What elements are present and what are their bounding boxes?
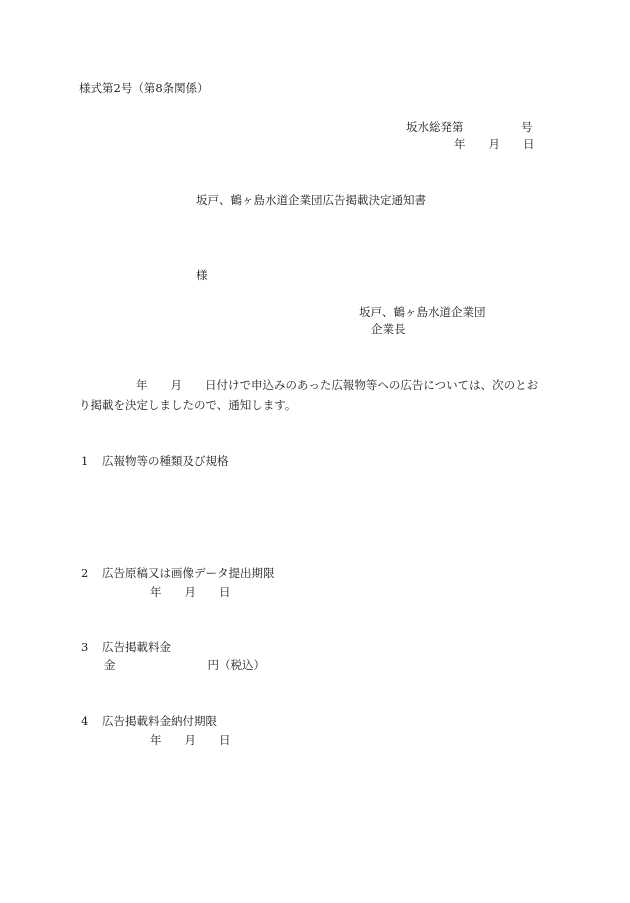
item-heading: 広告原稿又は画像データ提出期限 [102,566,275,580]
item-heading: 広告掲載料金納付期限 [102,714,217,728]
item-number: 3 [81,640,89,654]
item-detail: 年 月 日 [150,585,231,599]
issuer-title: 企業長 [371,322,406,336]
body-text-line-1: 年 月 日付けで申込みのあった広報物等への広告については、次のとお [136,378,539,392]
document-number: 坂水総発第 号 [406,120,533,134]
issuer-organization: 坂戸、鶴ヶ島水道企業団 [359,305,486,319]
item-number: 1 [81,454,89,468]
document-title: 坂戸、鶴ヶ島水道企業団広告掲載決定通知書 [196,193,426,207]
item-number: 4 [81,714,89,728]
form-label: 様式第2号（第8条関係） [79,81,209,95]
document-date: 年 月 日 [454,137,535,151]
body-text-line-2: り掲載を決定しましたので、通知します。 [79,398,297,412]
item-detail: 年 月 日 [150,733,231,747]
addressee-honorific: 様 [196,268,208,282]
item-detail: 金 円（税込） [104,658,265,672]
item-heading: 広報物等の種類及び規格 [102,454,229,468]
item-number: 2 [81,566,89,580]
item-heading: 広告掲載料金 [102,640,171,654]
